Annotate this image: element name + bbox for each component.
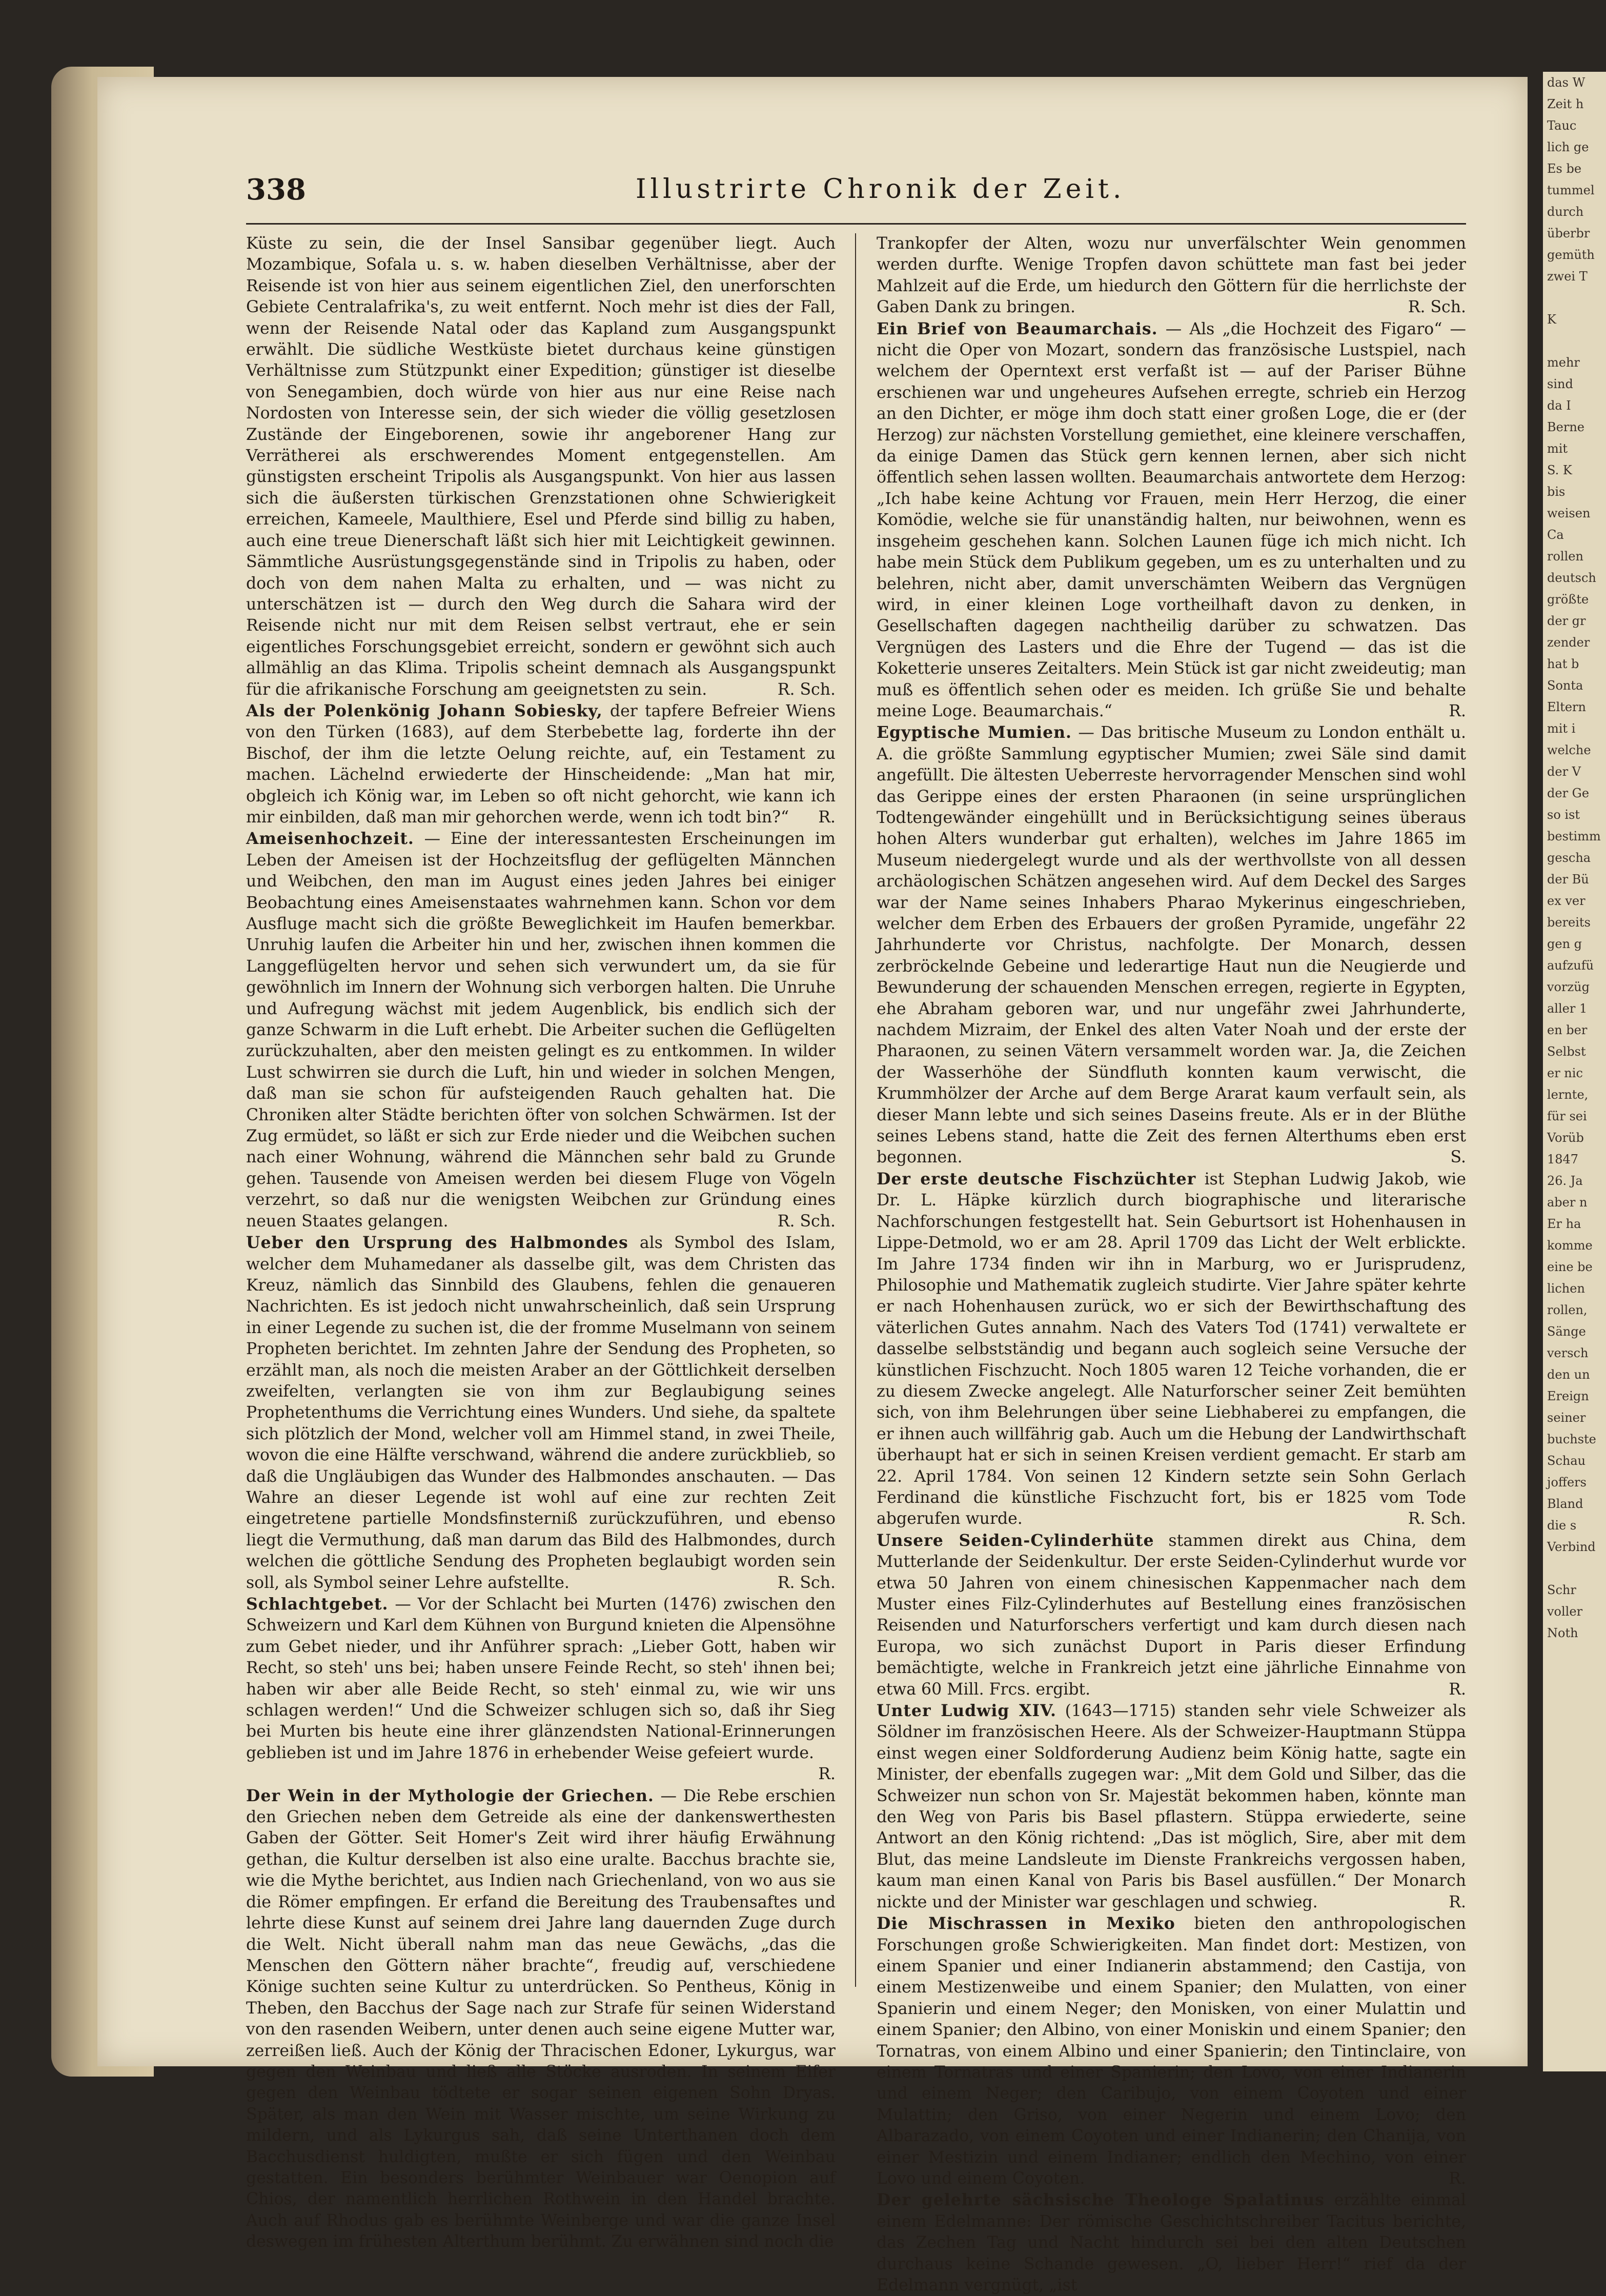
adjacent-page-fragment [1543, 1558, 1606, 1579]
article-heading: Der Wein in der Mythologie der Griechen. [246, 1786, 654, 1805]
article-text: — Die Rebe erschien den Griechen neben dem Getreide als eine der dankenswerthesten Gaben der Götter. Seit Homer's Zeit wird ihrer häufig Erwähnung gethan, die Kultur derselben ist also eine uralte. Bacchus brachte sie, wie die Mythe berichtet, aus Indien nach Griechenland, von wo aus sie die Römer empfingen. Er erfand die Bereitung des Traubensaftes und lehrte diese Kunst auf seinem drei Jahre lang dauernden Zuge durch die Welt. Nicht überall nahm man das neue Gewächs, „das die Menschen den Göttern näher brachte“, freudig auf, verschiedene Könige suchten seine Kultur zu unterdrücken. So Pentheus, König in Theben, den Bacchus der Sage nach zur Strafe für seinen Widerstand von den rasenden Weibern, unter denen auch seine eigene Mutter war, zerreißen ließ. Auch der König der Thracischen Edoner, Lykurgus, war gegen den Weinbau und ließ alle Stöcke ausroden. In seinem Eifer gegen den Weinbau tödtete er sogar seinen eigenen Sohn Dryas. Später, als man den Wein mit Wasser mischte, um seine Wirkung zu mildern, und als Lykurgus sah, daß seine Unterthanen doch dem Bacchusdienst huldigten, mußte er sich fügen und den Weinbau gestatten. Ein besonders berühmter Weinbauer war Oenopion auf Chios, der namentlich herrlichen Rothwein in den Handel brachte. Auch auf Rhodus gab es berühmte Weinberge und war die ganze Insel deswegen im frühesten Alterthum berühmt. Zu erwähnen sind noch die [246, 1786, 836, 2251]
adjacent-page-fragment: Es be [1547, 162, 1582, 176]
article-heading: Schlachtgebet. [246, 1595, 389, 1614]
adjacent-page-fragment: lich ge [1547, 140, 1589, 154]
adjacent-page-fragment: der Ge [1547, 786, 1590, 800]
article-text: — Als „die Hochzeit des Figaro“ — nicht die Oper von Mozart, sondern das französische Lustspiel, nach welchem der Operntext erst verfaßt ist — auf der Pariser Bühne erschienen war und ungeheures Aufsehen erregte, schrieb ein Herzog an den Dichter, er möge ihm doch statt einer großen Loge, die er (der Herzog) zur nächsten Vorstellung gemiethet, eine kleinere verschaffen, da einige Damen das Stück gern kennen lernen, aber sich nicht öffentlich sehen lassen wollten. Beaumarchais antwortete dem Herzog: „Ich habe keine Achtung vor Frauen, mein Herr Herzog, die einer Komödie, welche sie für unanständig halten, nur beiwohnen, wenn es insgeheim geschehen kann. Solchen Launen füge ich mich nicht. Ich habe mein Stück dem Publikum gegeben, um es zu unterhalten und zu belehren, nicht aber, damit unverschämten Weibern das Vergnügen wird, in einer kleinen Loge vortheilhaft davon zu denken, in Gesellschaften dagegen nachtheilig darüber zu schwatzen. Das Vergnügen des Lasters und die Ehre der Tugend — das ist die Koketterie unseres Zeitalters. Mein Stück ist gar nicht zweideutig; man muß es öffentlich sehen oder es meiden. Ich grüße Sie und behalte meine Loge. Beaumarchais.“ [877, 319, 1467, 720]
adjacent-page-fragment: gen g [1547, 937, 1582, 951]
article [877, 318, 1466, 722]
adjacent-page-fragment: versch [1547, 1346, 1589, 1360]
article-heading: Die Mischrassen in Mexiko [877, 1914, 1175, 1934]
article-signature: R. [818, 1765, 836, 1784]
article-signature: R. [1449, 1892, 1466, 1911]
article-text: Trankopfer der Alten, wozu nur unverfälschter Wein genommen werden durfte. Wenige Tropfen davon schüttete man fast bei jeder Mahlzeit auf die Erde, um hiedurch den Göttern für die herrlichste der Gaben Dank zu bringen. [877, 234, 1466, 317]
journal-title: Illustrirte Chronik der Zeit. [636, 174, 1126, 205]
adjacent-page-fragment: da I [1547, 398, 1571, 413]
article-text: — Vor der Schlacht bei Murten (1476) zwischen den Schweizern und Karl dem Kühnen von Burgund knieten die Alpensöhne zum Gebet nieder, und ihr Anführer sprach: „Lieber Gott, haben wir Recht, so steh' uns bei; haben unsere Feinde Recht, so steh' ihnen bei; haben wir aber alle Beide Recht, so steh' einmal zu, wie wir uns schlagen werden!“ Und die Schweizer schlugen sich so, daß ihr Sieg bei Murten bis heute eine ihrer glänzendsten National-Erinnerungen geblieben ist und im Jahre 1876 in erhebender Weise gefeiert wurde. [246, 1595, 836, 1762]
adjacent-page-fragment: bis [1547, 485, 1566, 499]
article-signature: R. Sch. [777, 1212, 836, 1231]
adjacent-page-fragment: zwei T [1547, 269, 1588, 284]
adjacent-page-fragment: voller [1547, 1604, 1583, 1619]
article [246, 828, 836, 1232]
article-signature: R. Sch. [1408, 298, 1466, 317]
adjacent-page-fragment: er nic [1547, 1066, 1583, 1080]
adjacent-page-fragment: Verbind [1547, 1540, 1596, 1554]
running-head [246, 167, 1466, 225]
article-heading: Der erste deutsche Fischzüchter [877, 1169, 1196, 1189]
adjacent-page-fragment: seiner [1547, 1411, 1586, 1425]
adjacent-page-fragment: K [1547, 312, 1556, 327]
adjacent-page-fragment: sind [1547, 377, 1573, 391]
page-content [246, 167, 1467, 2294]
adjacent-page-edge [1543, 72, 1606, 2071]
adjacent-page-fragment: Sonta [1547, 678, 1583, 693]
article [246, 233, 836, 700]
column-divider [855, 233, 856, 1987]
article-text: stammen direkt aus China, dem Mutterlande der Seidenkultur. Der erste Seiden-Cylinderhut wurde vor etwa 50 Jahren von einem chinesischen Kappenmacher nach dem Muster eines Filz-Cylinderhutes auf Bestellung eines französischen Reisenden und Naturforschers verfertigt und kam durch diesen nach Europa, wo sich zunächst Duport in Paris dieser Erfindung bemächtigte, welche in Frankreich jetzt eine jährliche Einnahme von etwa 60 Mill. Frcs. ergibt. [877, 1531, 1466, 1699]
adjacent-page-fragment: komme [1547, 1238, 1593, 1253]
adjacent-page-fragment: Selbst [1547, 1044, 1586, 1059]
adjacent-page-fragment: überbr [1547, 226, 1590, 240]
article [877, 1700, 1466, 1913]
adjacent-page-fragment: mit i [1547, 721, 1576, 736]
article-signature: R. Sch. [1408, 1509, 1466, 1528]
article-heading: Ueber den Ursprung des Halbmondes [246, 1233, 628, 1253]
article-text: der tapfere Befreier Wiens von den Türken (1683), auf dem Sterbebette lag, forderte ihn der Bischof, der ihm die letzte Oelung reichte, auf, ein Testament zu machen. Lächelnd erwiederte der Hinscheidende: „Man hat mir, obgleich ich König war, im Leben so oft nicht gehorcht, wie kann ich mir einbilden, daß man mir gehorchen werde, wenn ich todt bin?“ [246, 701, 836, 827]
adjacent-page-fragment: buchste [1547, 1432, 1596, 1446]
article-heading: Ameisenhochzeit. [246, 829, 414, 849]
adjacent-page-fragment: vorzüg [1547, 980, 1590, 994]
adjacent-page-fragment: Vorüb [1547, 1131, 1584, 1145]
adjacent-page-fragment: lernte, [1547, 1087, 1589, 1102]
article-heading: Egyptische Mumien. [877, 723, 1072, 742]
adjacent-page-fragment: rollen, [1547, 1303, 1588, 1317]
adjacent-page-fragment: den un [1547, 1367, 1590, 1382]
article-text: Küste zu sein, die der Insel Sansibar gegenüber liegt. Auch Mozambique, Sofala u. s. w. haben dieselben Verhältnisse, aber der Reisende ist von hier aus seinem eigentlichen Ziel, den unerforschten Gebiete Centralafrika's, zu weit entfernt. Noch mehr ist dies der Fall, wenn der Reisende Natal oder das Kapland zum Ausgangspunkt erwählt. Die südliche Westküste bietet durchaus keine günstigen Verhältnisse zum Stützpunkt einer Expedition; günstiger ist dieselbe von Senegambien, doch würde von hier aus nur eine Reise nach Nordosten von Interesse sein, der sich wieder die völlig gesetzlosen Zustände der Eingeborenen, sowie ihr angeborener Hang zur Verrätherei als erschwerendes Moment entgegenstellen. Am günstigsten erscheint Tripolis als Ausgangspunkt. Von hier aus lassen sich die äußersten türkischen Grenzstationen ohne Schwierigkeit erreichen, Kameele, Maulthiere, Esel und Pferde sind billig zu haben, auch eine treue Dienerschaft läßt sich hier mit Leichtigkeit gewinnen. Sämmtliche Ausrüstungsgegenstände sind in Tripolis zu haben, oder doch von dem nahen Malta zu erhalten, und — was nicht zu unterschätzen ist — durch den Weg durch die Sahara wird der Reisende nicht nur mit dem Reisen selbst vertraut, ehe er sein eigentliches Forschungsgebiet erreicht, sondern er gewöhnt sich auch allmählig an das Klima. Tripolis scheint demnach als Ausgangspunkt für die afrikanische Forschung am geeignetsten zu sein. [246, 234, 836, 699]
adjacent-page-fragment: ex ver [1547, 894, 1585, 908]
adjacent-page-fragment: Ereign [1547, 1389, 1589, 1403]
adjacent-page-fragment: rollen [1547, 549, 1583, 563]
article [877, 1169, 1466, 1530]
adjacent-page-fragment: en ber [1547, 1023, 1588, 1037]
article [246, 1594, 836, 1785]
adjacent-page-fragment: S. K [1547, 463, 1572, 477]
adjacent-page-fragment: Er ha [1547, 1217, 1581, 1231]
adjacent-page-fragment: Eltern [1547, 700, 1586, 714]
adjacent-page-fragment: das W [1547, 75, 1585, 90]
adjacent-page-fragment: zender [1547, 635, 1590, 650]
article-signature: R. Sch. [777, 680, 836, 699]
article-signature: S. [1450, 1148, 1466, 1167]
article [246, 1232, 836, 1594]
adjacent-page-fragment: Sänge [1547, 1324, 1586, 1339]
adjacent-page-fragment: tummel [1547, 183, 1595, 197]
adjacent-page-fragment: durch [1547, 205, 1584, 219]
article-heading: Ein Brief von Beaumarchais. [877, 319, 1158, 338]
adjacent-page-fragment [1543, 287, 1606, 309]
left-column [246, 233, 836, 2251]
article-signature: R. [1449, 1680, 1466, 1699]
article-signature: R. [1449, 701, 1466, 720]
adjacent-page-fragment: Noth [1547, 1626, 1578, 1640]
adjacent-page-fragment: bereits [1547, 915, 1591, 930]
article-heading: Der gelehrte sächsische Theologe Spalatinus [877, 2190, 1325, 2210]
article-heading: Als der Polenkönig Johann Sobiesky, [246, 701, 603, 720]
adjacent-page-fragment: Zeit h [1547, 97, 1584, 111]
page [97, 77, 1528, 2294]
article [877, 722, 1466, 1169]
adjacent-page-fragment: gescha [1547, 851, 1591, 865]
article-heading: Unter Ludwig XIV. [877, 1701, 1056, 1721]
article-text: erzählte einmal einem Edelmanne: Der römische Geschichtschreiber Tacitus berichte, das Zechen Tag und Nacht hindurch sei bei den alten Deutschen durchaus keine Schande gewesen. „O, lieber Herr!“ rief da der Edelmann vergnügt, „ist [877, 2191, 1466, 2294]
adjacent-page-fragment: hat b [1547, 657, 1579, 671]
adjacent-page-fragment: aber n [1547, 1195, 1588, 1210]
adjacent-page-fragment: aufzufü [1547, 958, 1594, 973]
article [877, 1530, 1466, 1700]
adjacent-page-fragment: 26. Ja [1547, 1174, 1583, 1188]
article-signature: R. [1449, 2169, 1466, 2188]
adjacent-page-fragment: joffers [1547, 1475, 1587, 1489]
article [246, 1785, 836, 2253]
adjacent-page-fragment: Ca [1547, 528, 1564, 542]
article [877, 233, 1466, 318]
adjacent-page-fragment: mit [1547, 441, 1568, 456]
right-column [877, 233, 1467, 2294]
adjacent-page-fragment: lichen [1547, 1281, 1585, 1296]
adjacent-page-fragment: Schr [1547, 1583, 1576, 1597]
article [877, 1913, 1466, 2189]
adjacent-page-fragment: der V [1547, 764, 1581, 779]
adjacent-page-fragment: Tauc [1547, 118, 1577, 133]
adjacent-page-fragment: Bland [1547, 1497, 1583, 1511]
article-text: als Symbol des Islam, welcher dem Muhamedaner als dasselbe gilt, was dem Christen das Kreuz, nämlich das Sinnbild des Glaubens, fehlen die genaueren Nachrichten. Es ist jedoch nicht unwahrscheinlich, daß sein Ursprung in einer Legende zu suchen ist, die der fromme Muselmann von seinem Propheten berichtet. Im zehnten Jahre der Sendung des Propheten, so erzählt man, als noch die meisten Araber an der Göttlichkeit derselben zweifelten, verlangten sie von ihm zur Beglaubigung seines Prophetenthums die Verrichtung eines Wunders. Und siehe, da spaltete sich plötzlich der Mond, welcher voll am Himmel stand, in zwei Theile, wovon die eine Hälfte verschwand, während die andere zurückblieb, so daß die Ungläubigen das Wunder des Halbmondes anschauten. — Das Wahre an dieser Legende ist wohl auf eine zur rechten Zeit eingetretene partielle Mondsfinsterniß zurückzuführen, und ebenso liegt die Vermuthung, daß man darum das Bild des Halbmondes, durch welchen die göttliche Sendung des Propheten beglaubigt worden sein soll, als Symbol seiner Lehre aufstellte. [246, 1234, 836, 1592]
adjacent-page-fragment: der gr [1547, 614, 1586, 628]
adjacent-page-fragment [1543, 330, 1606, 352]
adjacent-page-fragment: die s [1547, 1518, 1577, 1533]
adjacent-page-fragment: Berne [1547, 420, 1584, 434]
article-text: (1643—1715) standen sehr viele Schweizer als Söldner im französischen Heere. Als der Schweizer-Hauptmann Stüppa einst wegen einer Soldforderung Audienz beim König hatte, sagte ein Minister, der ebenfalls zugegen war: „Mit dem Gold und Silber, das die Schweizer nun schon von Sr. Majestät bekommen haben, könnte man den Weg von Paris bis Basel pflastern. Stüppa erwiederte, seine Antwort an den König richtend: „Das ist möglich, Sire, aber mit dem Blut, das meine Landsleute im Dienste Frankreichs vergossen haben, kaum man einen Kanal von Paris bis Basel ausfüllen.“ Der Monarch nickte und der Minister war geschlagen und schwieg. [877, 1702, 1466, 1911]
article [246, 700, 836, 828]
adjacent-page-fragment: so ist [1547, 808, 1580, 822]
article-text: — Das britische Museum zu London enthält u. A. die größte Sammlung egyptischer Mumien; zwei Säle sind damit angefüllt. Die ältesten Ueberreste hervorragender Menschen sind wohl das Gerippe eines der ersten Pharaonen (in seine ursprünglichen Todtengewänder eingehüllt und in Berücksichtigung seines überaus hohen Alters wunderbar gut erhalten), welches im Jahre 1865 im Museum niedergelegt wurde und als der werthvollste von all dessen archäologischen Schätzen angesehen wird. Auf dem Deckel des Sarges war der Name seines Inhabers Pharao Mykerinus eingeschrieben, welcher dem Erben des Erbauers der großen Pyramide, ungefähr 22 Jahrhunderte vor Christus, nachfolgte. Der Monarch, dessen zerbröckelnde Gebeine und lederartige Haut nun die Neugierde und Bewunderung der schauenden Menschen erregen, regierte in Egypten, ehe Abraham geboren war, und nur ungefähr zwei Jahrhunderte, nachdem Mizraim, der Enkel des alten Vater Noah und der erste der Pharaonen, zu seinen Vätern versammelt worden war. Ja, die Zeichen der Wasserhöhe der Sündfluth konnten kaum verwischt, die Krummhölzer der Arche auf dem Berge Ararat kaum verfault sein, als dieser Mann lebte und sich seines Daseins freute. Als er in der Blüthe seines Lebens stand, hatte die Zeit des fernen Alterthums eben erst begonnen. [877, 723, 1466, 1167]
adjacent-page-fragment: Schau [1547, 1454, 1586, 1468]
article-signature: R. Sch. [777, 1573, 836, 1592]
page-number: 338 [246, 173, 306, 207]
article-signature: R. [818, 808, 836, 827]
adjacent-page-fragment: bestimm [1547, 829, 1601, 843]
adjacent-page-fragment: welche [1547, 743, 1591, 757]
article-text: bieten den anthropologischen Forschungen große Schwierigkeiten. Man findet dort: Mestizen, von einem Spanier und einer Indianerin abstammend; den Castija, von einem Mestizenweibe und einem Spanier; den Mulatten, von einer Spanierin und einem Neger; den Monisken, von einer Mulattin und einem Spanier; den Albino, von einer Moniskin und einem Spanier; den Tornatras, von einem Albino und einer Spanierin; den Tintinclaire, von einem Tornatras und einer Spanierin; den Lovo, von einer Indianerin und einem Neger; den Caribujo, von einem Coyoten und einer Mulattin; den Griso, von einer Negerin und einem Lovo; den Albarazado, von einem Coyoten und einer Indianerin; den Chanija, von einer Mestizin und einem Indianer; endlich den Mechino, von einer Lovo und einem Coyoten. [877, 1915, 1467, 2188]
article-heading: Unsere Seiden-Cylinderhüte [877, 1530, 1154, 1550]
article [877, 2189, 1466, 2296]
adjacent-page-fragment: deutsch [1547, 571, 1596, 585]
article-text: ist Stephan Ludwig Jakob, wie Dr. L. Häpke kürzlich durch biographische und literarische Nachforschungen festgestellt hat. Sein Geburtsort ist Hohenhausen in Lippe-Detmold, wo er am 28. April 1709 das Licht der Welt erblickte. Im Jahre 1734 finden wir ihn in Marburg, wo er Jurisprudenz, Philosophie und Mathematik zugleich studirte. Vier Jahre später kehrte er nach Hohenhausen zurück, wo er sich der Bewirthschaftung des väterlichen Gutes annahm. Nach des Vaters Tod (1741) verwaltete er dasselbe selbstständig und begann auch sogleich seine Versuche der künstlichen Fischzucht. Noch 1805 waren 12 Teiche vorhanden, die er zu diesem Zwecke angelegt. Alle Naturforscher seiner Zeit bemühten sich, von ihm Belehrungen über seine Liebhaberei zu empfangen, die er ihnen auch willfährig gab. Auch um die Hebung der Landwirthschaft überhaupt hat er sich in seinen Kreisen verdient gemacht. Er starb am 22. April 1784. Von seinen 12 Kindern setzte sein Sohn Gerlach Ferdinand die künstliche Fischzucht fort, bis er 1825 vom Tode abgerufen wurde. [877, 1170, 1466, 1528]
adjacent-page-fragment: gemüth [1547, 248, 1595, 262]
adjacent-page-fragment: weisen [1547, 506, 1591, 520]
adjacent-page-fragment: größte [1547, 592, 1589, 607]
adjacent-page-fragment: 1847 [1547, 1152, 1579, 1166]
adjacent-page-fragment: der Bü [1547, 872, 1589, 887]
adjacent-page-fragment: eine be [1547, 1260, 1593, 1274]
article-text: — Eine der interessantesten Erscheinungen im Leben der Ameisen ist der Hochzeitsflug der geflügelten Männchen und Weibchen, den man im August eines jeden Jahres bei einiger Beobachtung eines Ameisenstaates wahrnehmen kann. Schon vor dem Ausfluge macht sich die größte Beweglichkeit im Haufen bemerkbar. Unruhig laufen die Arbeiter hin und her, zwischen ihnen kommen die Langgeflügelten hervor und sehen sich verwundert um, da sie für gewöhnlich im Innern der Wohnung sich verborgen halten. Die Unruhe und Aufregung wächst mit jedem Augenblick, bis endlich sich der ganze Schwarm in die Luft erhebt. Die Arbeiter suchen die Geflügelten zurückzuhalten, aber den meisten gelingt es zu entkommen. In wilder Lust schwirren sie durch die Luft, hin und wieder in solchen Mengen, daß man sie schon für aufsteigenden Rauch gehalten hat. Die Chroniken alter Städte berichten öfter von solchen Schwärmen. Ist der Zug ermüdet, so läßt er sich zur Erde nieder und die Weibchen suchen nach einer Wohnung, während die Männchen sehr bald zu Grunde gehen. Tausende von Ameisen werden bei diesem Fluge von Vögeln verzehrt, so daß nur die wenigsten Weibchen zur Gründung eines neuen Staates gelangen. [246, 830, 836, 1231]
adjacent-page-fragment: für sei [1547, 1109, 1587, 1123]
adjacent-page-fragment: aller 1 [1547, 1001, 1588, 1016]
adjacent-page-fragment: mehr [1547, 355, 1580, 370]
